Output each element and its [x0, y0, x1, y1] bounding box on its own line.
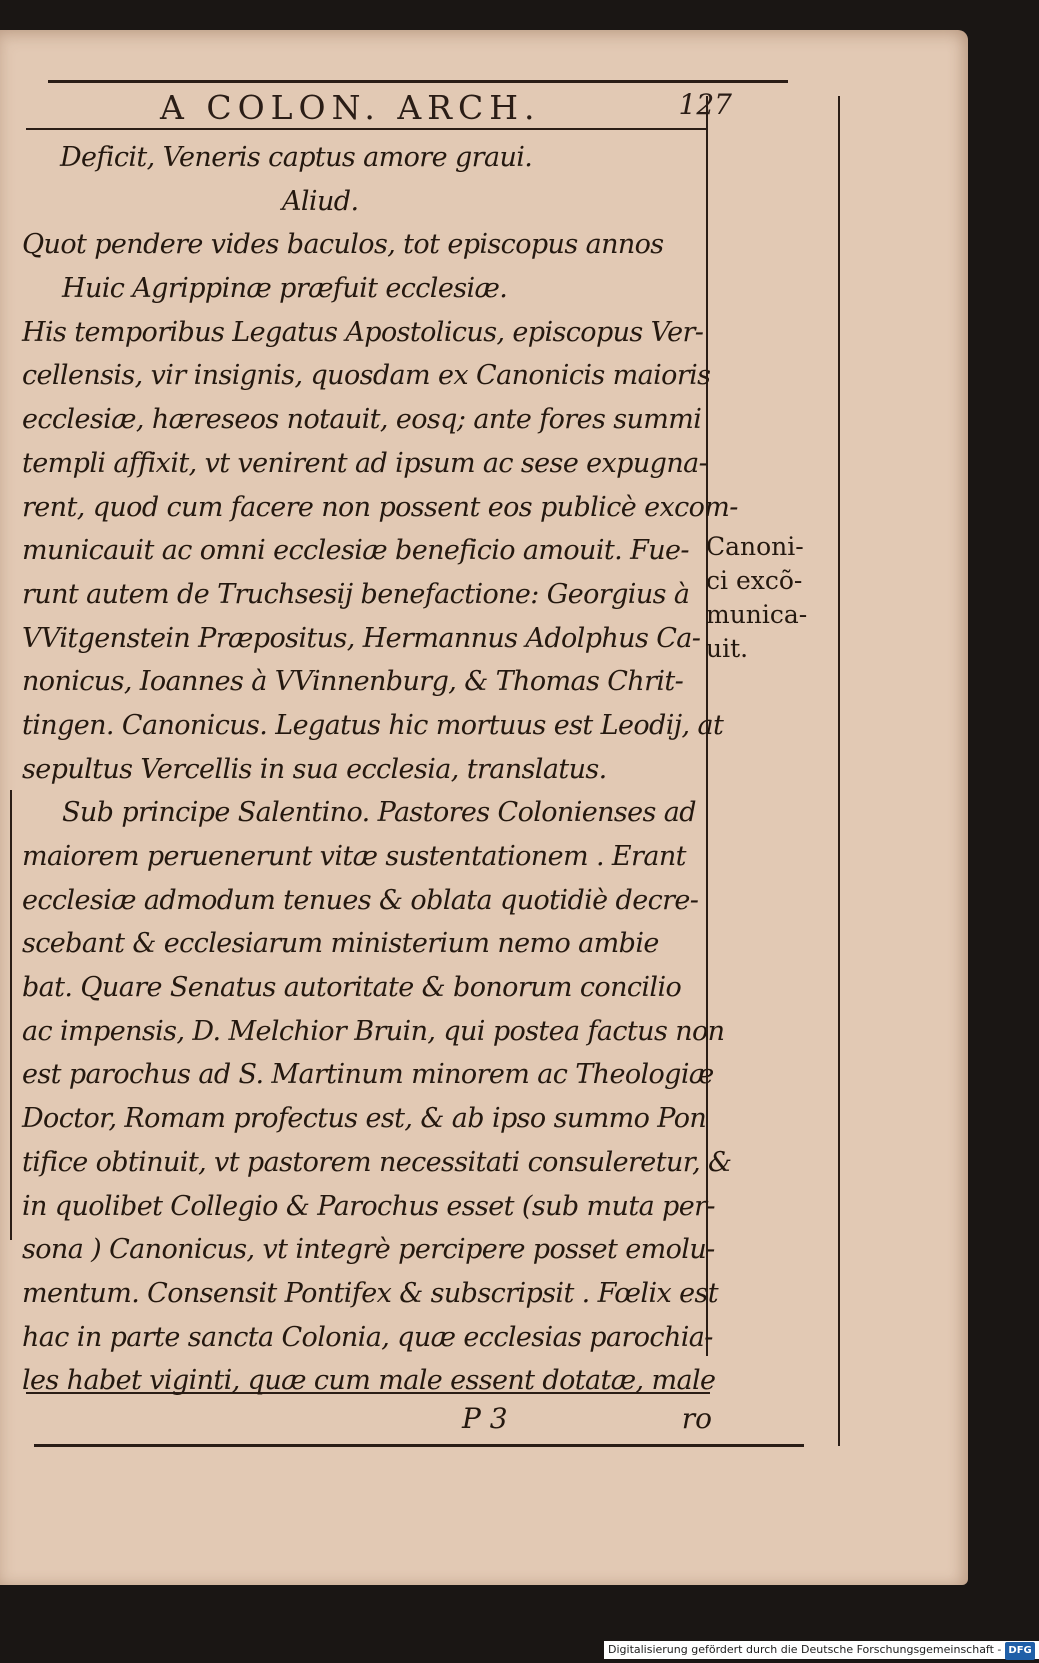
text-line: Quot pendere vides baculos, tot episcopus annos [22, 229, 664, 261]
text-line: Huic Agrippinæ præfuit ecclesiæ. [62, 273, 508, 305]
text-line: nonicus, Ioannes à VVinnenburg, & Thomas Chrit- [22, 666, 684, 698]
digitization-credit [604, 1641, 1039, 1659]
text-line: scebant & ecclesiarum ministerium nemo ambie [22, 928, 659, 960]
text-line: Deficit, Veneris captus amore graui. [60, 142, 533, 173]
marginal-note-line: Canoni- [706, 532, 804, 561]
text-line: Doctor, Romam profectus est, & ab ipso summo Pon [22, 1103, 707, 1135]
text-line: maiorem peruenerunt vitæ sustentationem . Erant [22, 841, 686, 872]
text-line: sona ) Canonicus, vt integrè percipere posset emolu- [22, 1234, 715, 1266]
running-head [70, 84, 732, 130]
marginal-note-line: uit. [706, 634, 749, 663]
text-line: cellensis, vir insignis, quosdam ex Canonicis maioris [22, 360, 711, 392]
text-line: est parochus ad S. Martinum minorem ac Theologiæ [22, 1059, 714, 1091]
text-line: runt autem de Truchsesij benefactione: Georgius à [22, 578, 690, 610]
text-line: templi affixit, vt venirent ad ipsum ac sese expugna- [22, 447, 708, 479]
text-line: tingen. Canonicus. Legatus hic mortuus est Leodij, at [22, 709, 724, 741]
text-line: tifice obtinuit, vt pastorem necessitati consuleretur, & [22, 1146, 732, 1178]
text-line: municauit ac omni ecclesiæ beneficio amouit. Fue- [22, 535, 689, 567]
credit-text: Digitalisierung gefördert durch die Deutsche Forschungsgemeinschaft - [608, 1643, 1002, 1656]
running-head-title: A COLON. ARCH. [160, 88, 541, 127]
text-line: Aliud. [282, 185, 359, 217]
footer-rule [34, 1444, 804, 1447]
text-line: in quolibet Collegio & Parochus esset (sub muta per- [22, 1190, 715, 1222]
top-rule [48, 80, 788, 83]
text-line: ac impensis, D. Melchior Bruin, qui postea factus non [22, 1015, 725, 1047]
page-number: 127 [678, 88, 732, 121]
dfg-logo: DFG [1005, 1642, 1034, 1660]
text-line: VVitgenstein Præpositus, Hermannus Adolphus Ca- [22, 622, 701, 654]
marginal-note-line: ci excõ- [706, 566, 803, 595]
text-line: sepultus Vercellis in sua ecclesia, translatus. [22, 753, 607, 785]
text-line: His temporibus Legatus Apostolicus, episcopus Ver- [22, 316, 704, 348]
text-line: les habet viginti, quæ cum male essent dotatæ, male [22, 1365, 716, 1397]
page-foot [22, 1400, 712, 1444]
text-line: Sub principe Salentino. Pastores Colonienses ad [62, 797, 696, 829]
text-frame-left-rule [10, 790, 12, 1240]
marginal-note [706, 530, 826, 666]
body-text [22, 136, 738, 1403]
text-line: mentum. Consensit Pontifex & subscripsit . Fœlix est [22, 1277, 718, 1309]
text-line: rent, quod cum facere non possent eos publicè excom- [22, 491, 738, 523]
outer-frame-right-rule [838, 96, 840, 1446]
text-line: bat. Quare Senatus autoritate & bonorum concilio [22, 972, 682, 1004]
marginal-note-line: munica- [706, 600, 808, 629]
text-line: ecclesiæ admodum tenues & oblata quotidiè decre- [22, 884, 699, 916]
signature-mark: P 3 [462, 1402, 508, 1435]
catchword: ro [681, 1402, 712, 1435]
text-line: hac in parte sancta Colonia, quæ ecclesias parochia- [22, 1321, 713, 1353]
text-line: ecclesiæ, hæreseos notauit, eosq; ante fores summi [22, 404, 702, 436]
